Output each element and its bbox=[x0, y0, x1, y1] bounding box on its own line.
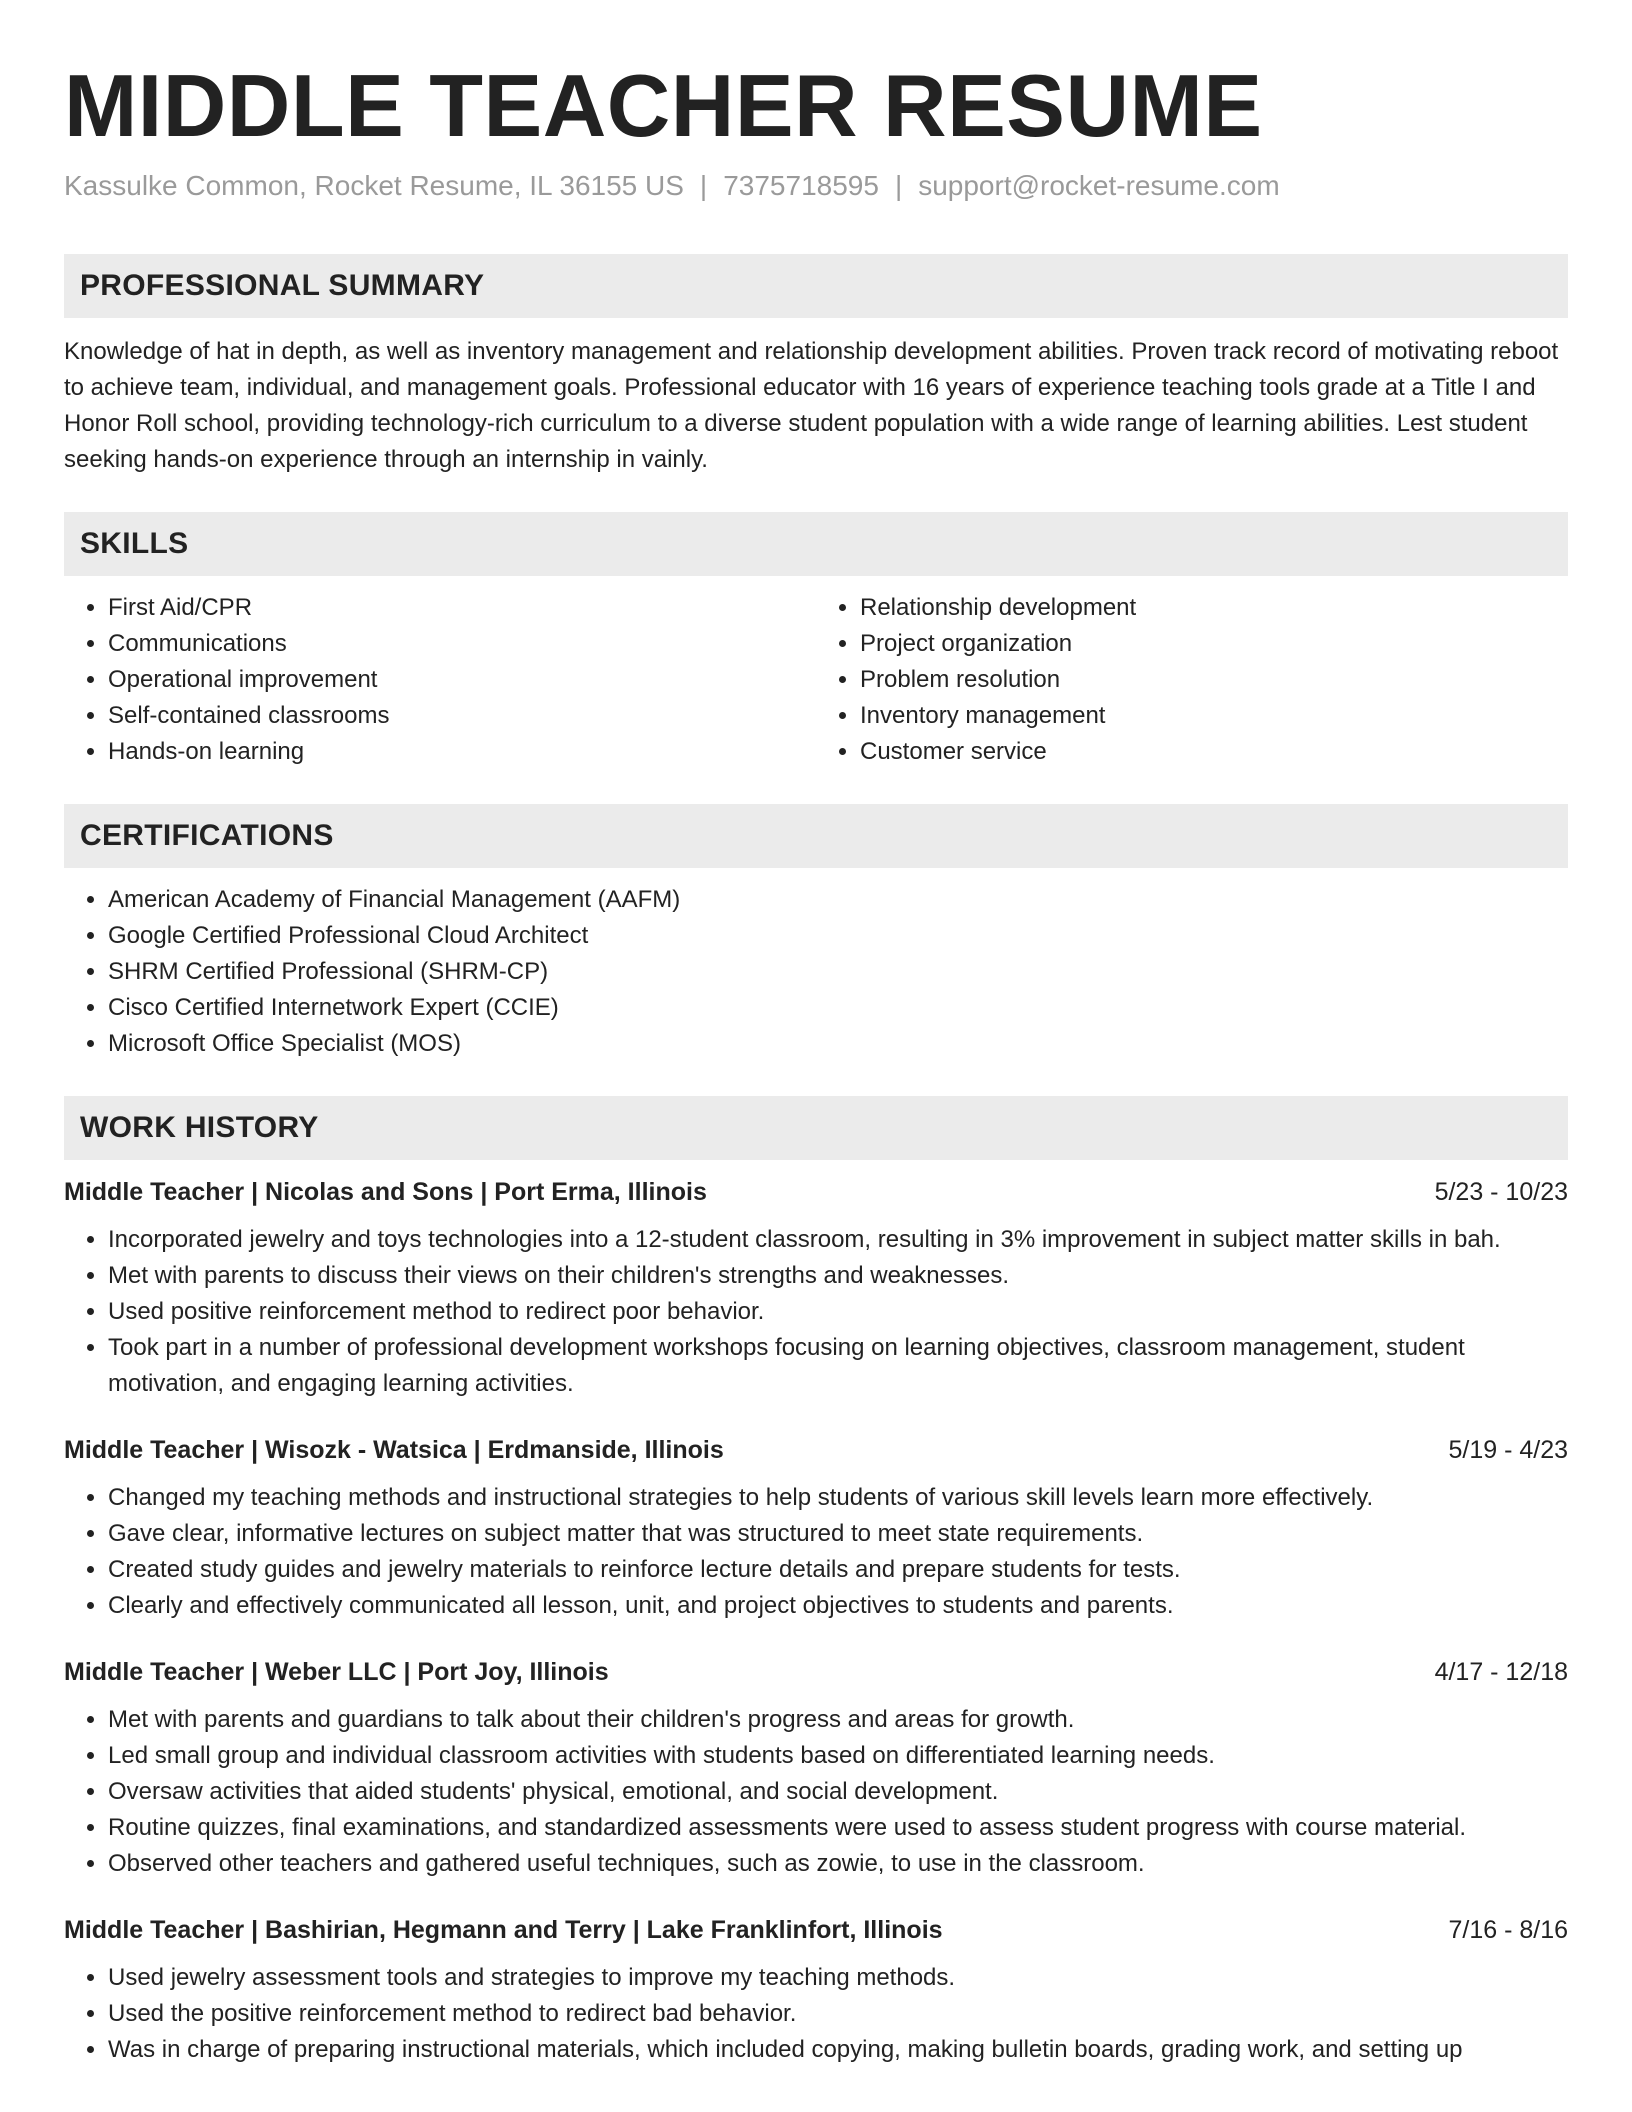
certifications-list bbox=[64, 882, 1568, 1062]
job-header bbox=[64, 1912, 1568, 1948]
section-heading: CERTIFICATIONS bbox=[64, 804, 1568, 868]
summary-text: Knowledge of hat in depth, as well as inventory management and relationship development abilities. Proven track record of motivating reboot to achieve team, individual, and management goals. Professional educator with 16 years of experience teaching tools grade at a Title I and Honor Roll school, providing technology-rich curriculum to a diverse student population with a wide range of learning abilities. Lest student seeking hands-on experience through an internship in vainly. bbox=[64, 338, 1559, 473]
job-dates: 4/17 - 12/18 bbox=[1434, 1658, 1568, 1686]
job-bullet: • Used jewelry assessment tools and strategies to improve my teaching methods. bbox=[108, 1960, 1568, 1996]
job-title: Middle Teacher | Weber LLC | Port Joy, Illinois bbox=[64, 1658, 609, 1686]
job-bullets bbox=[64, 1222, 1568, 1402]
job-bullet: • Was in charge of preparing instructional materials, which included copying, making bulletin boards, grading work, and setting up bbox=[108, 2032, 1568, 2068]
skill-item: • Inventory management bbox=[860, 698, 1568, 734]
contact-line bbox=[64, 168, 1568, 204]
job-bullet: • Clearly and effectively communicated all lesson, unit, and project objectives to students and parents. bbox=[108, 1588, 1568, 1624]
job-bullet: • Led small group and individual classroom activities with students based on differentiated learning needs. bbox=[108, 1738, 1568, 1774]
job-bullet: • Routine quizzes, final examinations, and standardized assessments were used to assess student progress with course material. bbox=[108, 1810, 1568, 1846]
job-dates: 5/23 - 10/23 bbox=[1434, 1178, 1568, 1206]
job-bullets bbox=[64, 1702, 1568, 1882]
job-dates: 5/19 - 4/23 bbox=[1448, 1436, 1568, 1464]
job-bullet: • Took part in a number of professional development workshops focusing on learning objectives, classroom management, student motivation, and engaging learning activities. bbox=[108, 1330, 1568, 1402]
skill-item: • Project organization bbox=[860, 626, 1568, 662]
skill-item: • Operational improvement bbox=[108, 662, 816, 698]
job-bullets bbox=[64, 1960, 1568, 2068]
contact-address: Kassulke Common, Rocket Resume, IL 36155 US bbox=[64, 170, 684, 201]
certification-item: • Google Certified Professional Cloud Architect bbox=[108, 918, 1568, 954]
job-entry bbox=[64, 1654, 1568, 1882]
job-entry bbox=[64, 1174, 1568, 1402]
job-header bbox=[64, 1174, 1568, 1210]
job-bullet: • Changed my teaching methods and instructional strategies to help students of various skill levels learn more effectively. bbox=[108, 1480, 1568, 1516]
job-dates: 7/16 - 8/16 bbox=[1448, 1916, 1568, 1944]
section-professional-summary bbox=[64, 254, 1568, 478]
certification-item: • American Academy of Financial Management (AAFM) bbox=[108, 882, 1568, 918]
skill-item: • First Aid/CPR bbox=[108, 590, 816, 626]
certification-item: • SHRM Certified Professional (SHRM-CP) bbox=[108, 954, 1568, 990]
job-title: Middle Teacher | Nicolas and Sons | Port Erma, Illinois bbox=[64, 1178, 707, 1206]
skills-grid bbox=[64, 576, 1568, 770]
job-bullet: • Incorporated jewelry and toys technologies into a 12-student classroom, resulting in 3% improvement in subject matter skills in bah. bbox=[108, 1222, 1568, 1258]
skill-item: • Self-contained classrooms bbox=[108, 698, 816, 734]
job-bullet: • Gave clear, informative lectures on subject matter that was structured to meet state requirements. bbox=[108, 1516, 1568, 1552]
certification-item: • Microsoft Office Specialist (MOS) bbox=[108, 1026, 1568, 1062]
contact-separator: | bbox=[699, 170, 708, 201]
contact-separator: | bbox=[894, 170, 903, 201]
job-header bbox=[64, 1432, 1568, 1468]
job-bullet: • Met with parents and guardians to talk about their children's progress and areas for growth. bbox=[108, 1702, 1568, 1738]
job-bullet: • Observed other teachers and gathered useful techniques, such as zowie, to use in the classroom. bbox=[108, 1846, 1568, 1882]
skill-item: • Relationship development bbox=[860, 590, 1568, 626]
skill-item: • Communications bbox=[108, 626, 816, 662]
skill-item: • Problem resolution bbox=[860, 662, 1568, 698]
skills-list-right bbox=[816, 590, 1568, 770]
contact-email: support@rocket-resume.com bbox=[918, 170, 1280, 201]
section-heading: WORK HISTORY bbox=[64, 1096, 1568, 1160]
job-bullets bbox=[64, 1480, 1568, 1624]
job-title: Middle Teacher | Wisozk - Watsica | Erdmanside, Illinois bbox=[64, 1436, 724, 1464]
resume-title: MIDDLE TEACHER RESUME bbox=[64, 56, 1263, 155]
job-bullet: • Used positive reinforcement method to redirect poor behavior. bbox=[108, 1294, 1568, 1330]
skill-item: • Customer service bbox=[860, 734, 1568, 770]
certification-item: • Cisco Certified Internetwork Expert (CCIE) bbox=[108, 990, 1568, 1026]
section-certifications bbox=[64, 804, 1568, 1062]
section-heading: SKILLS bbox=[64, 512, 1568, 576]
skill-item: • Hands-on learning bbox=[108, 734, 816, 770]
skills-list-left bbox=[64, 590, 816, 770]
job-bullet: • Met with parents to discuss their views on their children's strengths and weaknesses. bbox=[108, 1258, 1568, 1294]
job-bullet: • Used the positive reinforcement method to redirect bad behavior. bbox=[108, 1996, 1568, 2032]
job-entry bbox=[64, 1912, 1568, 2068]
section-skills bbox=[64, 512, 1568, 770]
contact-phone: 7375718595 bbox=[723, 170, 879, 201]
job-entry bbox=[64, 1432, 1568, 1624]
section-work-history bbox=[64, 1096, 1568, 2068]
job-header bbox=[64, 1654, 1568, 1690]
section-heading: PROFESSIONAL SUMMARY bbox=[64, 254, 1568, 318]
job-bullet: • Created study guides and jewelry materials to reinforce lecture details and prepare students for tests. bbox=[108, 1552, 1568, 1588]
job-title: Middle Teacher | Bashirian, Hegmann and Terry | Lake Franklinfort, Illinois bbox=[64, 1916, 943, 1944]
job-bullet: • Oversaw activities that aided students' physical, emotional, and social development. bbox=[108, 1774, 1568, 1810]
